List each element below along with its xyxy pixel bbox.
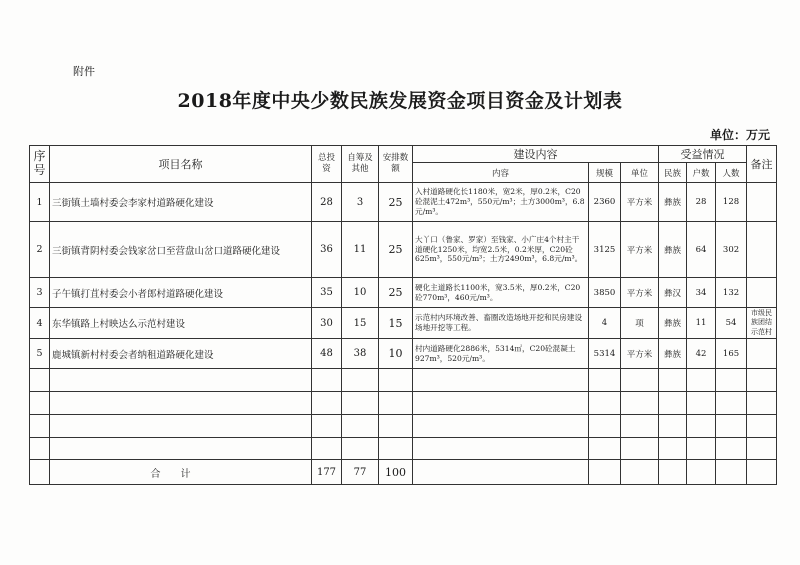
row-scale: 4 <box>589 308 621 339</box>
header-allocated: 安排数额 <box>379 146 413 183</box>
row-total: 30 <box>312 308 342 339</box>
row-total: 48 <box>312 339 342 369</box>
row-seq: 5 <box>30 339 50 369</box>
row-remarks <box>747 278 777 308</box>
row-seq: 1 <box>30 183 50 222</box>
row-project-name: 三街镇土墙村委会李家村道路硬化建设 <box>50 183 312 222</box>
header-ethnicity: 民族 <box>659 163 687 183</box>
row-project-name: 子午镇打苴村委会小者郎村道路硬化建设 <box>50 278 312 308</box>
total-self-raised-sum: 77 <box>342 460 379 485</box>
row-households: 42 <box>687 339 716 369</box>
attachment-label: 附件 <box>73 65 95 78</box>
header-row-1 <box>30 146 777 163</box>
header-unit: 单位 <box>621 163 659 183</box>
header-construction: 建设内容 <box>413 146 659 163</box>
row-project-name: 鹿城镇新村村委会者纳租道路硬化建设 <box>50 339 312 369</box>
row-unit: 项 <box>621 308 659 339</box>
row-population: 132 <box>716 278 747 308</box>
total-allocated-sum: 100 <box>379 460 413 485</box>
row-content: 入村道路硬化长1180米，宽2米，厚0.2米，C20砼混泥土472m³，550元/m³；土方3000m³，6.8元/m³。 <box>413 183 589 222</box>
header-benefit: 受益情况 <box>659 146 747 163</box>
row-scale: 5314 <box>589 339 621 369</box>
empty-row <box>30 369 777 392</box>
table-row <box>30 308 777 339</box>
header-remarks: 备注 <box>747 146 777 183</box>
row-remarks <box>747 183 777 222</box>
row-content: 大丫口（鲁家、罗家）至钱家、小广庄4个村主干道硬化1250米，均宽2.5米，0.2米厚，C20砼625m³，550元/m³；土方2490m³，6.8元/m³。 <box>413 222 589 278</box>
header-project-name: 项目名称 <box>50 146 312 183</box>
row-unit: 平方米 <box>621 183 659 222</box>
row-scale: 3125 <box>589 222 621 278</box>
row-self-raised: 15 <box>342 308 379 339</box>
row-remarks <box>747 222 777 278</box>
row-ethnicity: 彝族 <box>659 183 687 222</box>
row-households: 34 <box>687 278 716 308</box>
row-households: 11 <box>687 308 716 339</box>
row-seq: 2 <box>30 222 50 278</box>
row-scale: 2360 <box>589 183 621 222</box>
empty-row <box>30 415 777 438</box>
row-self-raised: 3 <box>342 183 379 222</box>
header-households: 户数 <box>687 163 716 183</box>
row-project-name: 东华镇路上村映达么示范村建设 <box>50 308 312 339</box>
row-ethnicity: 彝族 <box>659 339 687 369</box>
row-remarks <box>747 339 777 369</box>
row-allocated: 25 <box>379 183 413 222</box>
table-row <box>30 339 777 369</box>
row-population: 128 <box>716 183 747 222</box>
row-households: 64 <box>687 222 716 278</box>
header-total-investment: 总投资 <box>312 146 342 183</box>
row-content: 硬化主道路长1100米，宽3.5米，厚0.2米，C20砼770m³，460元/m³。 <box>413 278 589 308</box>
row-population: 54 <box>716 308 747 339</box>
row-scale: 3850 <box>589 278 621 308</box>
row-content: 村内道路硬化2886米，5314㎡，C20砼混凝土927m³，520元/m³。 <box>413 339 589 369</box>
row-ethnicity: 彝族 <box>659 308 687 339</box>
page-title: 2018年度中央少数民族发展资金项目资金及计划表 <box>177 90 623 112</box>
row-self-raised: 38 <box>342 339 379 369</box>
row-unit: 平方米 <box>621 222 659 278</box>
row-seq: 3 <box>30 278 50 308</box>
table-row <box>30 278 777 308</box>
total-investment-sum: 177 <box>312 460 342 485</box>
total-row <box>30 460 777 485</box>
row-remarks: 市级民族团结示范村 <box>747 308 777 339</box>
header-seq: 序号 <box>30 146 50 183</box>
row-seq: 4 <box>30 308 50 339</box>
row-content: 示范村内环境改善、畜圈改造场地开挖和民房建设场地开挖等工程。 <box>413 308 589 339</box>
empty-row <box>30 392 777 415</box>
row-project-name: 三街镇背阴村委会钱家岔口至营盘山岔口道路硬化建设 <box>50 222 312 278</box>
row-allocated: 10 <box>379 339 413 369</box>
row-allocated: 15 <box>379 308 413 339</box>
row-unit: 平方米 <box>621 278 659 308</box>
row-total: 36 <box>312 222 342 278</box>
row-allocated: 25 <box>379 222 413 278</box>
unit-label: 单位：万元 <box>709 128 770 142</box>
row-ethnicity: 彝族 <box>659 222 687 278</box>
row-self-raised: 10 <box>342 278 379 308</box>
table-row <box>30 183 777 222</box>
row-allocated: 25 <box>379 278 413 308</box>
header-scale: 规模 <box>589 163 621 183</box>
row-population: 165 <box>716 339 747 369</box>
row-self-raised: 11 <box>342 222 379 278</box>
row-ethnicity: 彝汉 <box>659 278 687 308</box>
empty-row <box>30 438 777 460</box>
funding-plan-table <box>29 145 777 485</box>
table-row <box>30 222 777 278</box>
header-population: 人数 <box>716 163 747 183</box>
row-unit: 平方米 <box>621 339 659 369</box>
row-population: 302 <box>716 222 747 278</box>
row-total: 35 <box>312 278 342 308</box>
header-content: 内容 <box>413 163 589 183</box>
total-label: 合计 <box>50 460 312 485</box>
row-households: 28 <box>687 183 716 222</box>
row-total: 28 <box>312 183 342 222</box>
header-self-raised: 自筹及其他 <box>342 146 379 183</box>
